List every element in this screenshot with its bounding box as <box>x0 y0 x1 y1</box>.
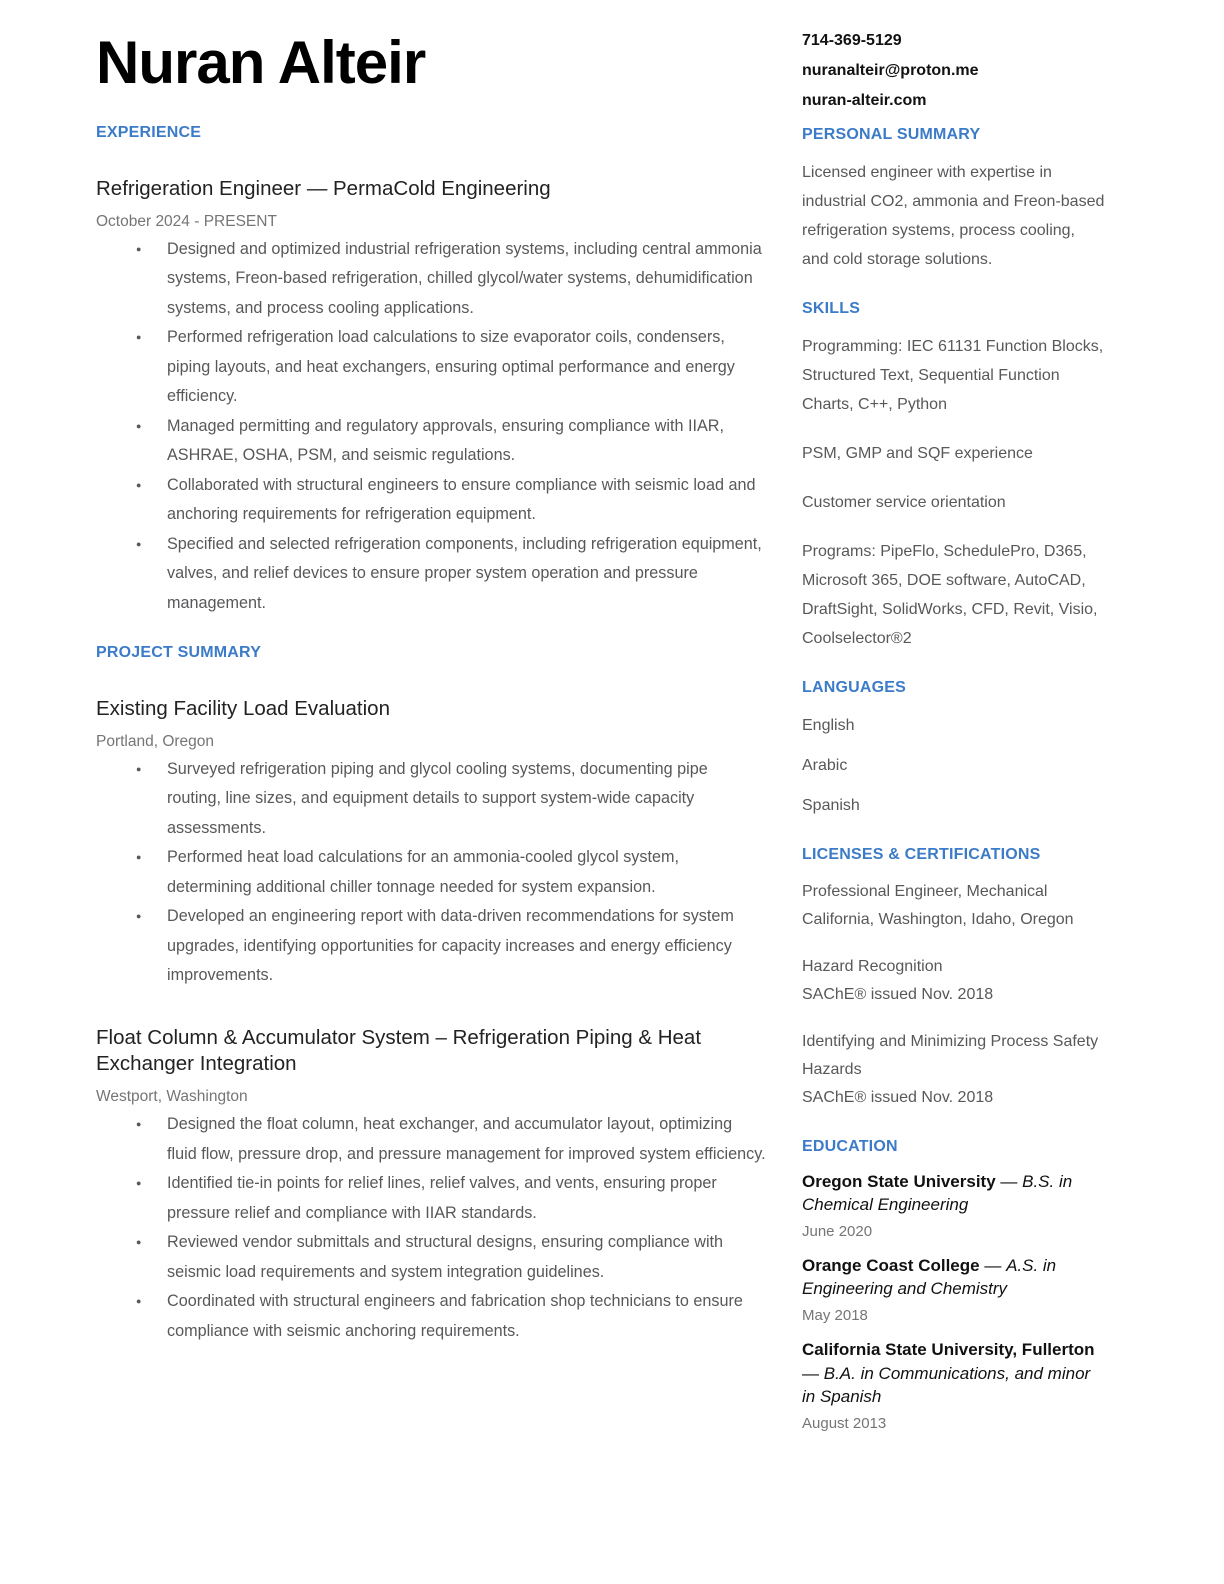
job-entry <box>96 176 766 618</box>
project-title: Existing Facility Load Evaluation <box>96 697 390 721</box>
job-bullet: ● Designed and optimized industrial refrigeration systems, including central ammonia systems, Freon-based refrigeration, chilled glycol/water systems, dehumidification systems, and process cooling applications. <box>134 235 766 324</box>
education-separator: — <box>802 1363 824 1383</box>
skill-item: Programs: PipeFlo, SchedulePro, D365, Microsoft 365, DOE software, AutoCAD, DraftSight, SolidWorks, CFD, Revit, Visio, Coolselector®2 <box>802 543 1098 647</box>
job-bullet: ● Collaborated with structural engineers to ensure compliance with seismic load and anchoring requirements for refrigeration equipment. <box>134 471 766 530</box>
education-separator: — <box>995 1172 1023 1191</box>
license-name: Professional Engineer, Mechanical <box>802 883 1048 900</box>
license-detail: SAChE® issued Nov. 2018 <box>802 1089 994 1106</box>
license-entry <box>802 878 1106 934</box>
job-bullet-list <box>96 235 766 619</box>
license-name: Identifying and Minimizing Process Safety Hazards <box>802 1033 1099 1078</box>
license-detail: SAChE® issued Nov. 2018 <box>802 986 994 1003</box>
project-location: Portland, Oregon <box>96 732 215 750</box>
license-entry <box>802 1028 1106 1112</box>
education-line <box>802 1170 1106 1216</box>
contact-phone: 714-369-5129 <box>802 32 902 49</box>
skills-heading: SKILLS <box>802 300 861 317</box>
project-summary-heading: PROJECT SUMMARY <box>96 644 262 662</box>
experience-section <box>96 124 766 618</box>
skill-item: Programming: IEC 61131 Function Blocks, Structured Text, Sequential Function Charts, C++, Python <box>802 338 1104 413</box>
project-entry <box>96 696 766 991</box>
skill-item: PSM, GMP and SQF experience <box>802 445 1033 462</box>
language-item: English <box>802 717 855 734</box>
education-section <box>802 1138 1106 1432</box>
contact-block <box>802 26 1106 116</box>
contact-email: nuranalteir@proton.me <box>802 62 979 79</box>
project-bullet: ● Developed an engineering report with data-driven recommendations for system upgrades, identifying opportunities for capacity increases and energy efficiency improvements. <box>134 902 766 991</box>
main-column <box>96 26 766 1584</box>
license-name: Hazard Recognition <box>802 958 943 975</box>
education-degree: B.S. in Chemical Engineering <box>802 1172 1073 1215</box>
personal-summary-section <box>802 126 1106 274</box>
language-item: Arabic <box>802 757 848 774</box>
project-bullet: ● Performed heat load calculations for an ammonia-cooled glycol system, determining additional chiller tonnage needed for system expansion. <box>134 843 766 902</box>
project-location: Westport, Washington <box>96 1088 248 1106</box>
education-line <box>802 1254 1106 1300</box>
job-bullet: ● Specified and selected refrigeration components, including refrigeration equipment, valves, and relief devices to ensure proper system operation and pressure management. <box>134 530 766 619</box>
skills-section <box>802 300 1106 653</box>
project-bullet: ● Reviewed vendor submittals and structural designs, ensuring compliance with seismic load requirements and system integration guidelines. <box>134 1228 766 1287</box>
licenses-section <box>802 846 1106 1112</box>
education-separator: — <box>979 1256 1007 1276</box>
project-bullet: ● Surveyed refrigeration piping and glycol cooling systems, documenting pipe routing, line sizes, and equipment details to support system-wide capacity assessments. <box>134 755 766 844</box>
skills-list <box>802 332 1106 653</box>
license-detail: California, Washington, Idaho, Oregon <box>802 911 1074 928</box>
job-date: October 2024 - PRESENT <box>96 212 277 230</box>
project-bullet: ● Designed the float column, heat exchanger, and accumulator layout, optimizing fluid flow, pressure drop, and pressure management for improved system efficiency. <box>134 1110 766 1169</box>
education-school: California State University, Fullerton <box>802 1340 1095 1360</box>
personal-summary-text: Licensed engineer with expertise in industrial CO2, ammonia and Freon-based refrigeration systems, process cooling, and cold storage solutions. <box>802 164 1105 268</box>
education-entry <box>802 1254 1106 1324</box>
education-entry <box>802 1170 1106 1240</box>
skill-item: Customer service orientation <box>802 494 1006 511</box>
project-summary-section <box>96 644 766 1346</box>
education-heading: EDUCATION <box>802 1138 898 1155</box>
project-bullet: ● Coordinated with structural engineers and fabrication shop technicians to ensure compliance with seismic anchoring requirements. <box>134 1287 766 1346</box>
project-entry <box>96 1025 766 1346</box>
job-bullet: ● Performed refrigeration load calculations to size evaporator coils, condensers, piping layouts, and heat exchangers, ensuring optimal performance and energy efficiency. <box>134 323 766 412</box>
education-date: June 2020 <box>802 1223 873 1241</box>
project-bullet: ● Identified tie-in points for relief lines, relief valves, and vents, ensuring proper pressure relief and compliance with IIAR standards. <box>134 1169 766 1228</box>
education-date: August 2013 <box>802 1414 887 1432</box>
languages-heading: LANGUAGES <box>802 679 907 696</box>
education-date: May 2018 <box>802 1307 868 1325</box>
education-degree: A.S. in Engineering and Chemistry <box>802 1256 1057 1299</box>
project-bullet-list <box>96 1110 766 1346</box>
education-school: Orange Coast College <box>802 1256 980 1276</box>
licenses-heading: LICENSES & CERTIFICATIONS <box>802 846 1041 863</box>
job-title: Refrigeration Engineer — PermaCold Engineering <box>96 177 551 200</box>
education-degree: B.A. in Communications, and minor in Spanish <box>802 1363 1091 1406</box>
project-title: Float Column & Accumulator System – Refrigeration Piping & Heat Exchanger Integration <box>96 1025 702 1076</box>
language-item: Spanish <box>802 797 860 814</box>
education-entry <box>802 1338 1106 1431</box>
job-bullet: ● Managed permitting and regulatory approvals, ensuring compliance with IIAR, ASHRAE, OSHA, PSM, and seismic regulations. <box>134 412 766 471</box>
languages-section <box>802 679 1106 820</box>
license-entry <box>802 953 1106 1009</box>
languages-list <box>802 711 1106 820</box>
side-column <box>802 26 1106 1584</box>
experience-heading: EXPERIENCE <box>96 124 202 141</box>
project-bullet-list <box>96 755 766 991</box>
personal-summary-heading: PERSONAL SUMMARY <box>802 126 981 143</box>
contact-website: nuran-alteir.com <box>802 92 927 109</box>
education-school: Oregon State University <box>802 1172 996 1191</box>
page-title: Nuran Alteir <box>96 29 426 96</box>
education-line <box>802 1338 1106 1407</box>
